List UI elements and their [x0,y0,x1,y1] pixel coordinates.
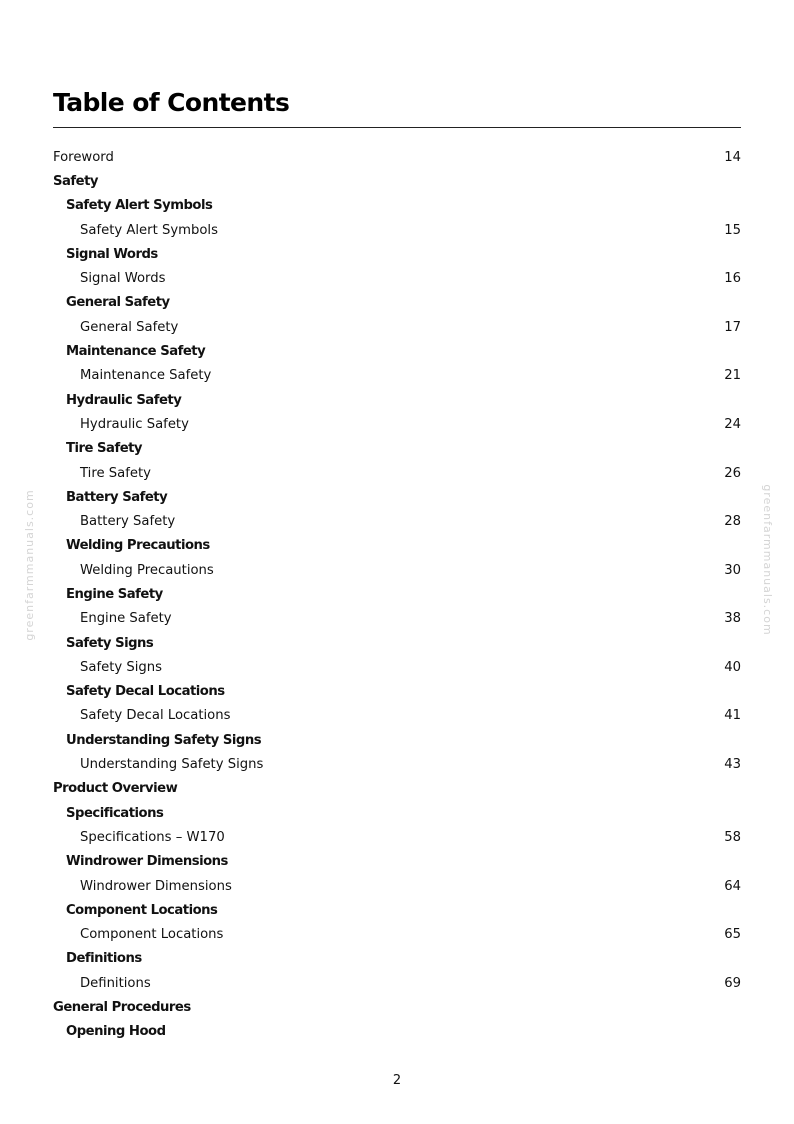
toc-entry[interactable] [53,169,741,193]
toc-entry-label: Understanding Safety Signs [66,732,262,748]
toc-entry[interactable] [53,777,741,801]
toc-entry-page-number: 24 [724,416,741,432]
toc-entry-page-number: 16 [724,271,741,287]
toc-entry-label: Safety [53,173,98,189]
toc-entry-label: Welding Precautions [80,562,214,578]
toc-entry-page-number: 26 [724,465,741,481]
toc-entry-label: Foreword [53,149,114,165]
toc-entry-label: Safety Alert Symbols [80,222,218,238]
toc-entry-label: Definitions [80,975,151,991]
toc-entry-label: Maintenance Safety [66,344,206,360]
toc-entry[interactable] [53,947,741,971]
toc-entry[interactable] [53,801,741,825]
toc-entry[interactable] [53,825,741,849]
toc-entry-label: Windrower Dimensions [80,878,232,894]
toc-entry-label: Understanding Safety Signs [80,757,264,773]
toc-entry[interactable] [53,364,741,388]
toc-entry[interactable] [53,874,741,898]
toc-entry[interactable] [53,315,741,339]
toc-entry-label: Opening Hood [66,1024,166,1040]
toc-entry-label: Specifications [66,805,164,821]
toc-entry[interactable] [53,558,741,582]
toc-entry-label: Signal Words [80,271,166,287]
toc-entry-label: Maintenance Safety [80,368,212,384]
toc-entry-label: Safety Decal Locations [80,708,231,724]
toc-entry-page-number: 17 [724,319,741,335]
toc-entry-label: Product Overview [53,781,178,797]
toc-entry[interactable] [53,995,741,1019]
toc-entry[interactable] [53,898,741,922]
toc-entry[interactable] [53,752,741,776]
page-number: 2 [392,1073,402,1088]
toc-entry-page-number: 15 [724,222,741,238]
toc-entry-label: Specifications – W170 [80,829,225,845]
toc-entry[interactable] [53,242,741,266]
toc-entry[interactable] [53,655,741,679]
toc-entry-label: Hydraulic Safety [66,392,182,408]
toc-entry-label: Battery Safety [66,489,168,505]
toc-entry[interactable] [53,461,741,485]
toc-entry-page-number: 28 [724,514,741,530]
toc-entry-label: Engine Safety [66,586,163,602]
toc-entry[interactable] [53,971,741,995]
toc-entry-label: Battery Safety [80,514,176,530]
toc-entry-label: Safety Signs [66,635,154,651]
toc-entry-label: Windrower Dimensions [66,854,228,870]
toc-entry-label: Tire Safety [66,441,143,457]
toc-entry[interactable] [53,680,741,704]
toc-entry-label: General Safety [66,295,170,311]
toc-entry-label: General Safety [80,319,179,335]
toc-entry-label: Tire Safety [80,465,151,481]
toc-entry-label: Signal Words [66,246,158,262]
toc-entry[interactable] [53,631,741,655]
toc-entry-label: General Procedures [53,1000,191,1016]
toc-entry[interactable] [53,509,741,533]
toc-entry[interactable] [53,339,741,363]
toc-entry-label: Definitions [66,951,142,967]
toc-entry-label: Hydraulic Safety [80,416,189,432]
toc-entry[interactable] [53,412,741,436]
toc-entry[interactable] [53,266,741,290]
watermark-left: greenfarmmanuals.com [23,489,36,641]
toc-entry-label: Safety Signs [80,659,163,675]
title-divider [53,127,741,128]
toc-entry[interactable] [53,437,741,461]
toc-entry-page-number: 14 [724,149,741,165]
toc-entry-page-number: 21 [724,368,741,384]
toc-entry[interactable] [53,582,741,606]
toc-entry[interactable] [53,923,741,947]
toc-entry-page-number: 65 [724,927,741,943]
toc-entry-page-number: 43 [724,757,741,773]
toc-entry[interactable] [53,194,741,218]
toc-entry-page-number: 69 [724,975,741,991]
toc-entry-page-number: 58 [724,829,741,845]
toc-entry[interactable] [53,291,741,315]
toc-entry-label: Component Locations [66,902,218,918]
watermark-right: greenfarmmanuals.com [761,484,774,636]
toc-entry-label: Engine Safety [80,611,172,627]
toc-entry-page-number: 30 [724,562,741,578]
toc-entry[interactable] [53,850,741,874]
toc-entry-label: Welding Precautions [66,538,210,554]
toc-entry-label: Safety Alert Symbols [66,198,213,214]
toc-entry[interactable] [53,218,741,242]
page-title: Table of Contents [53,88,290,117]
toc-entry[interactable] [53,1020,741,1044]
toc-entry-page-number: 38 [724,611,741,627]
toc-entry[interactable] [53,704,741,728]
toc-entry[interactable] [53,388,741,412]
toc-entry-label: Safety Decal Locations [66,684,225,700]
toc-entry-label: Component Locations [80,927,224,943]
toc-entry-page-number: 41 [724,708,741,724]
table-of-contents [53,145,741,1044]
toc-entry-page-number: 40 [724,659,741,675]
toc-entry[interactable] [53,534,741,558]
toc-entry[interactable] [53,485,741,509]
toc-entry[interactable] [53,728,741,752]
toc-entry[interactable] [53,145,741,169]
toc-entry[interactable] [53,607,741,631]
toc-entry-page-number: 64 [724,878,741,894]
